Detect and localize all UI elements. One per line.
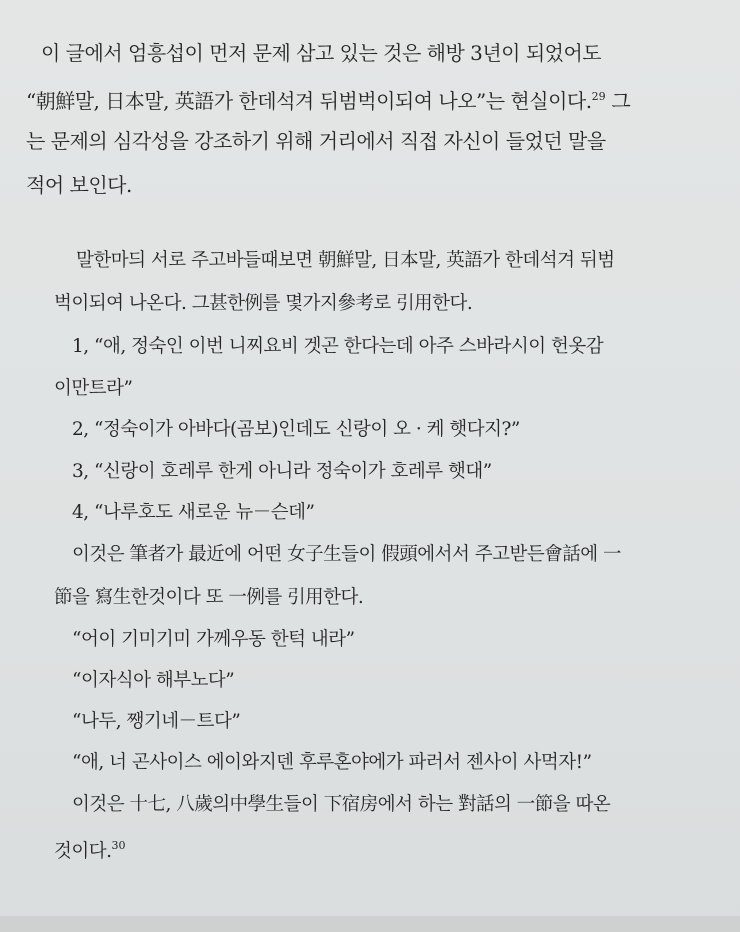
footnote-marker: 29 bbox=[591, 90, 606, 103]
text-segment: 것이다. bbox=[54, 841, 112, 862]
quote-line bbox=[54, 833, 126, 865]
quote-line: 節을 寫生한것이다 또 一例를 引用한다. bbox=[54, 587, 364, 608]
footnote-marker: 30 bbox=[111, 839, 126, 852]
quote-line: 이것은 筆者가 最近에 어떤 女子生들이 假頭에서서 주고받든會話에 一 bbox=[72, 544, 621, 565]
quote-line: 이것은 十七, 八歲의中學生들이 下宿房에서 하는 對話의 一節을 따온 bbox=[72, 794, 611, 815]
quote-line: “애, 너 곤사이스 에이와지덴 후루혼야에가 파러서 젠사이 사먹자!” bbox=[72, 752, 592, 773]
text-line bbox=[26, 84, 630, 114]
quote-line: 1, “애, 정숙인 이번 니찌요비 겟곤 한다는데 아주 스바라시이 헌옷감 bbox=[72, 336, 604, 357]
quote-line: 이만트라” bbox=[54, 378, 133, 399]
quote-line: 4, “나루호도 새로운 뉴－슨데” bbox=[72, 502, 315, 523]
quote-line: 벅이되여 나온다. 그甚한例를 몇가지參考로 引用한다. bbox=[54, 293, 473, 314]
text-segment: “朝鮮말, 日本말, 英語가 한데석겨 뒤범벅이되여 나오”는 현실이다. bbox=[26, 89, 592, 113]
quote-line: “나두, 쨍기네－트다” bbox=[72, 711, 241, 732]
quote-line: 말한마듸 서로 주고바들때보면 朝鮮말, 日本말, 英語가 한데석겨 뒤범 bbox=[76, 250, 615, 271]
text-segment: 그 bbox=[605, 89, 631, 113]
quote-line: “어이 기미기미 가께우동 한턱 내라” bbox=[72, 629, 355, 650]
text-line: 이 글에서 엄흥섭이 먼저 문제 삼고 있는 것은 해방 3년이 되었어도 bbox=[41, 41, 602, 65]
text-line: 적어 보인다. bbox=[26, 173, 132, 197]
text-line: 는 문제의 심각성을 강조하기 위해 거리에서 직접 자신이 들었던 말을 bbox=[26, 129, 606, 153]
quote-line: 3, “신랑이 호레루 한게 아니라 정숙이가 호레루 햇대” bbox=[72, 461, 492, 482]
quote-line: “이자식아 해부노다” bbox=[72, 670, 235, 691]
quote-line: 2, “정숙이가 아바다(곰보)인데도 신랑이 오 · 케 햇다지?” bbox=[72, 419, 520, 440]
page-edge bbox=[0, 916, 740, 932]
